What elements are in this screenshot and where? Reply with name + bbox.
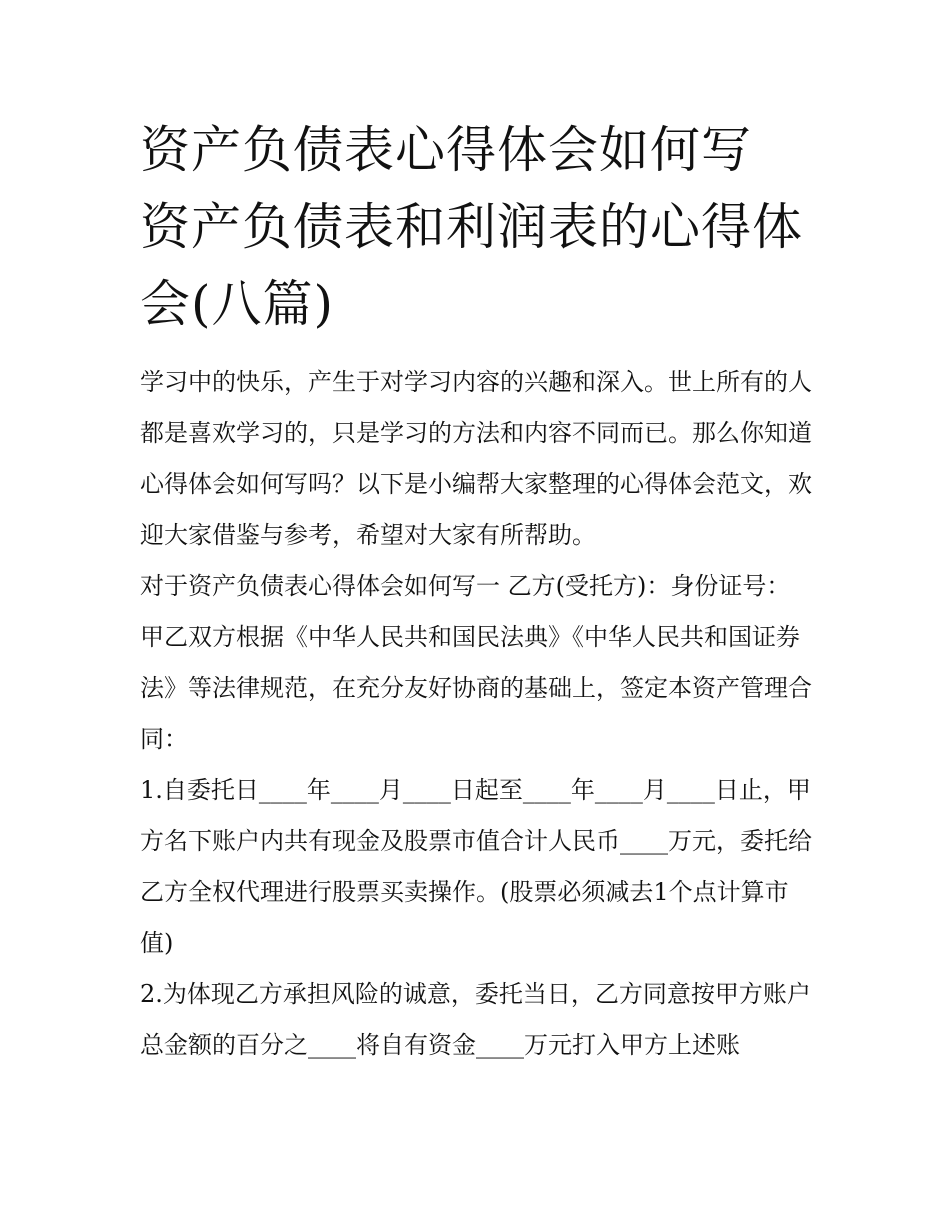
document-body: [140, 112, 812, 1071]
section-heading-paragraph: 对于资产负债表心得体会如何写一 乙方(受托方)：身份证号：: [140, 572, 791, 600]
contract-preamble-paragraph: 甲乙双方根据《中华人民共和国民法典》《中华人民共和国证券法》等法律规范，在充分友好协商的基础上，签定本资产管理合同：: [140, 623, 812, 753]
clause-1-paragraph: 1.自委托日____年____月____日起至____年____月____日止，甲方名下账户内共有现金及股票市值合计人民币____万元，委托给乙方全权代理进行股票买卖操作。(股票必须减去1个点计算市值): [140, 776, 812, 957]
document-title: 资产负债表心得体会如何写 资产负债表和利润表的心得体会(八篇): [140, 121, 803, 333]
clause-2-paragraph: 2.为体现乙方承担风险的诚意，委托当日，乙方同意按甲方账户总金额的百分之____将自有资金____万元打入甲方上述账: [140, 980, 811, 1059]
intro-paragraph: 学习中的快乐，产生于对学习内容的兴趣和深入。世上所有的人都是喜欢学习的，只是学习的方法和内容不同而已。那么你知道心得体会如何写吗？以下是小编帮大家整理的心得体会范文，欢迎大家借鉴与参考，希望对大家有所帮助。: [140, 368, 812, 549]
